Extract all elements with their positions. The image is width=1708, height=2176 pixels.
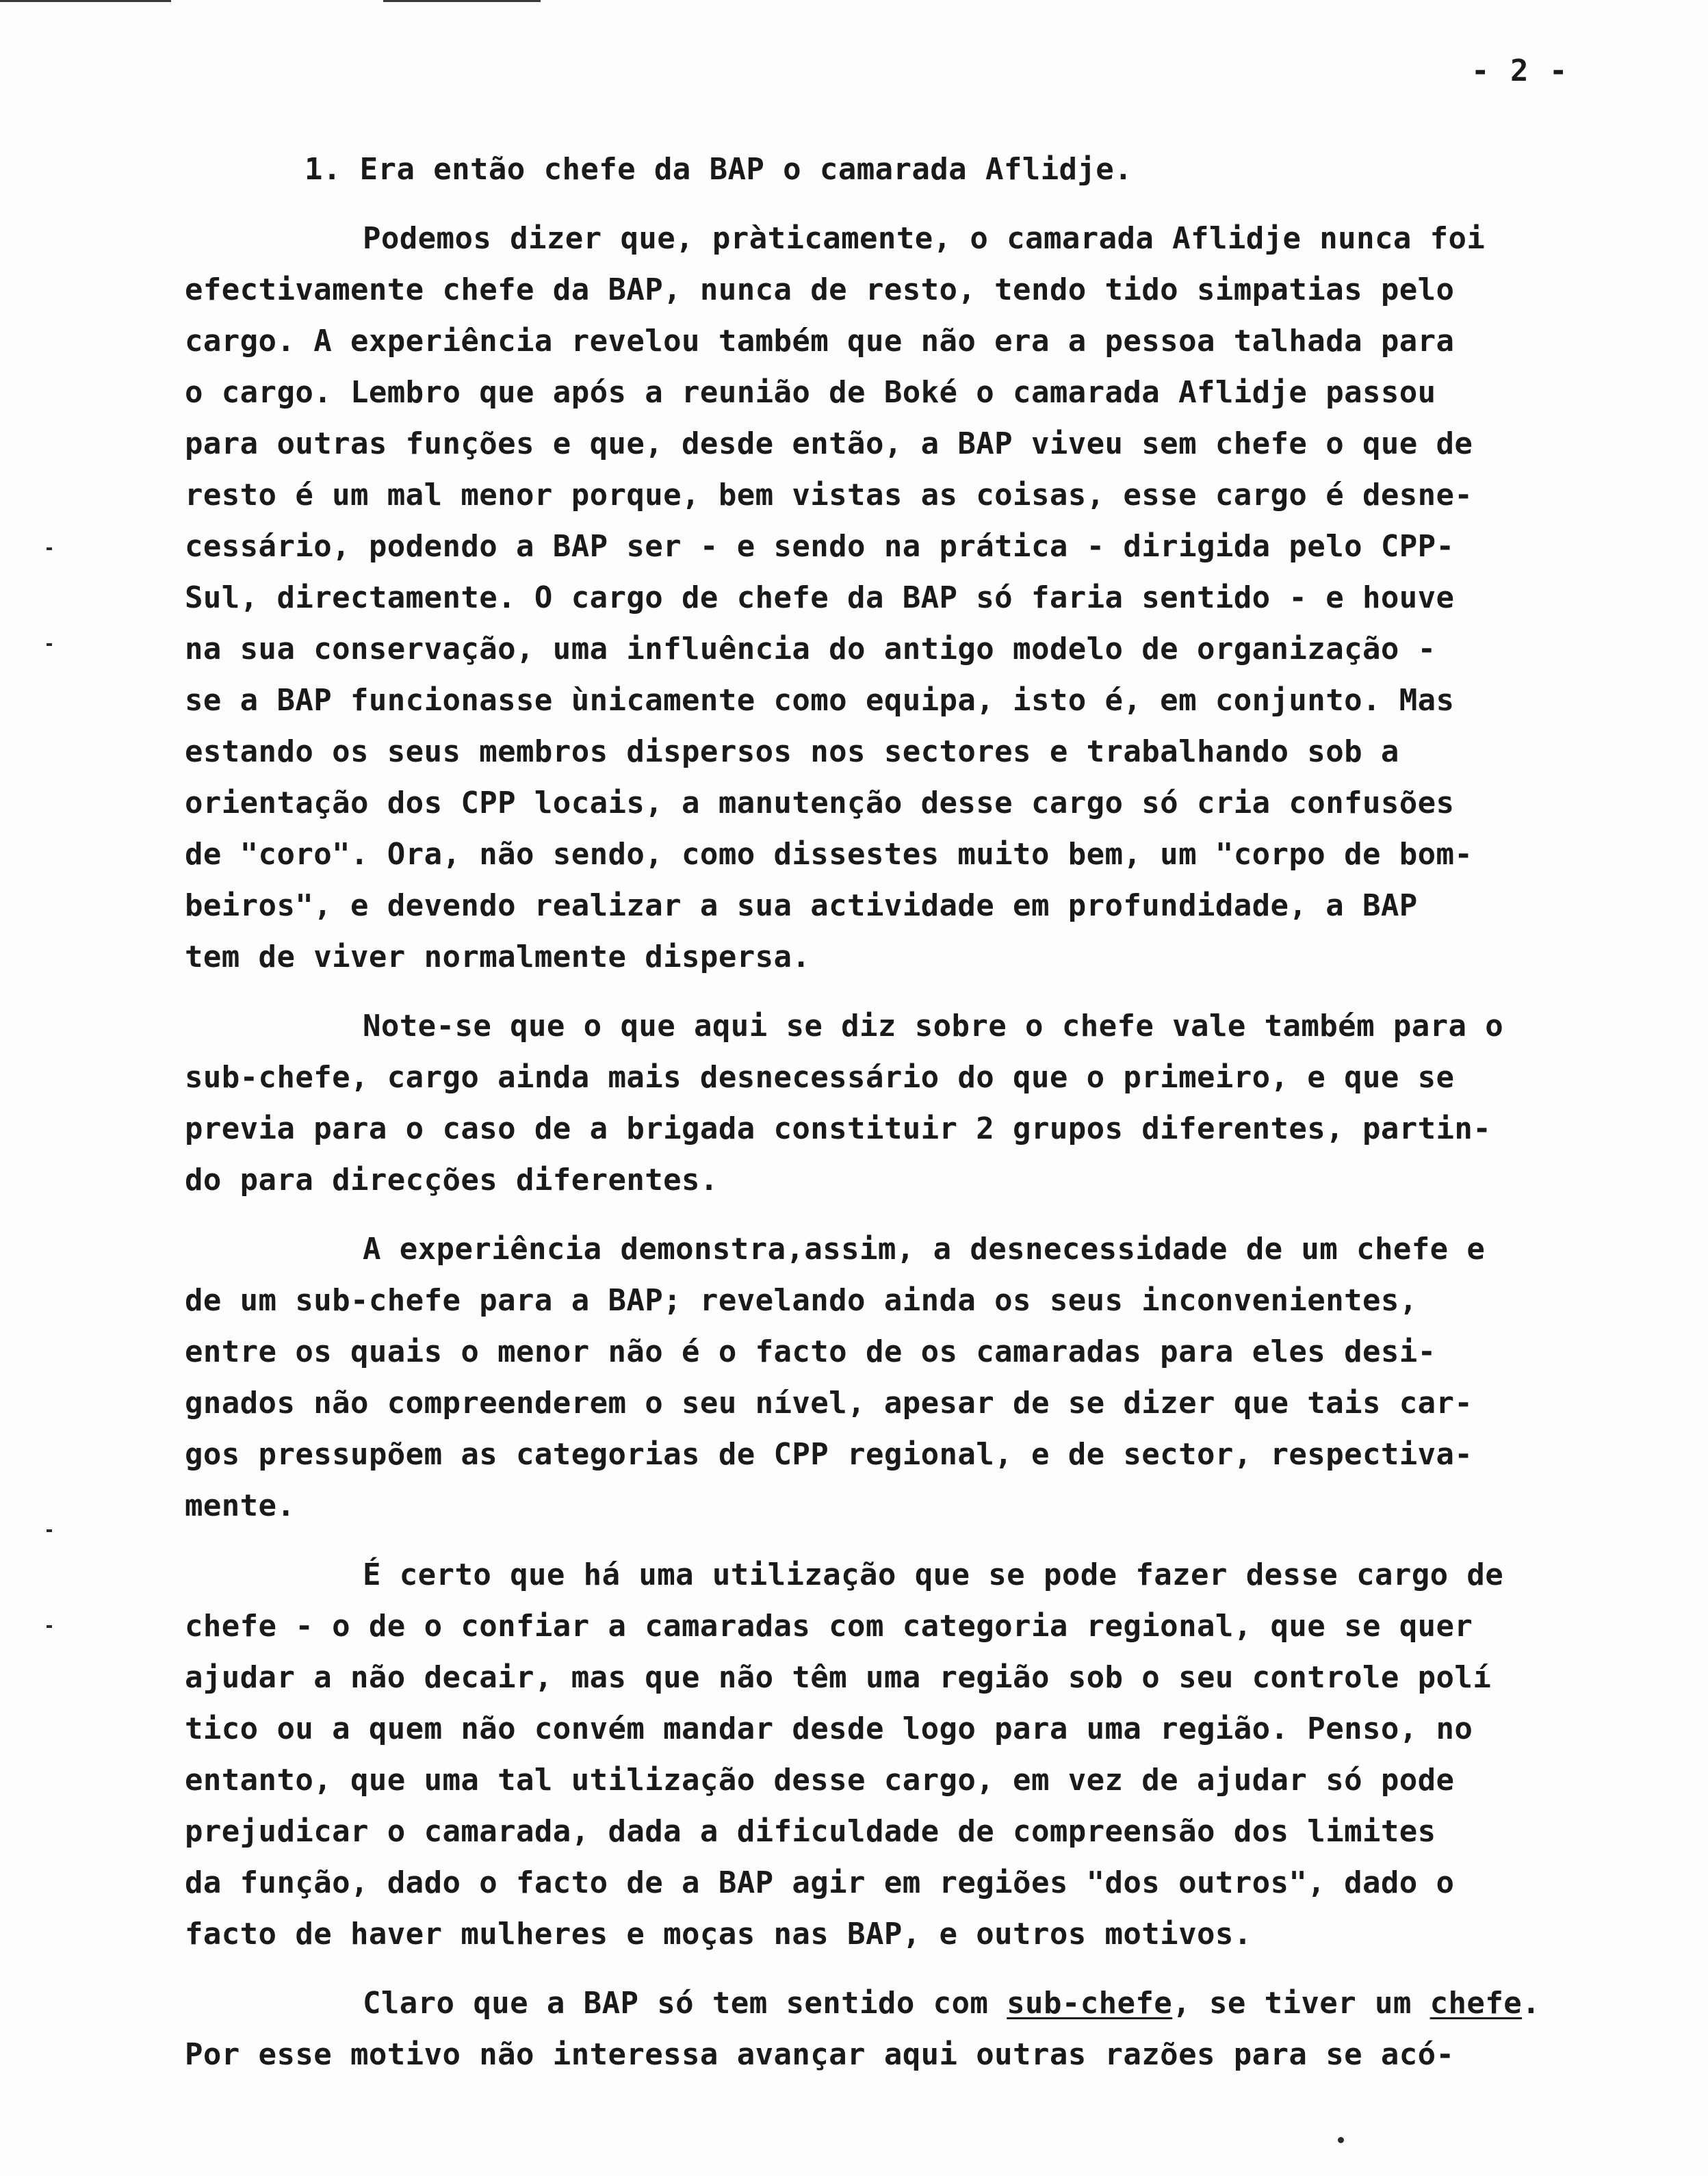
text-line: efectivamente chefe da BAP, nunca de resto, tendo tido simpatias pelo (185, 272, 1455, 307)
text-line: previa para o caso de a brigada constituir 2 grupos diferentes, partin- (185, 1111, 1492, 1146)
margin-mark (47, 643, 52, 646)
underlined-word: chefe (1429, 1986, 1523, 2021)
text-line: cessário, podendo a BAP ser - e sendo na prática - dirigida pelo CPP- (185, 529, 1455, 564)
margin-mark (47, 1625, 52, 1628)
text-line: ajudar a não decair, mas que não têm uma região sob o seu controle polí (185, 1660, 1492, 1695)
text-line: cargo. A experiência revelou também que não era a pessoa talhada para (185, 324, 1455, 359)
text-line: de um sub-chefe para a BAP; revelando ainda os seus inconvenientes, (185, 1283, 1418, 1318)
margin-mark (47, 1529, 52, 1532)
text-line: prejudicar o camarada, dada a dificuldade de compreensão dos limites (185, 1814, 1436, 1849)
text-line: chefe - o de o confiar a camaradas com categoria regional, que se quer (185, 1609, 1473, 1644)
text-segment: , se tiver um (1172, 1986, 1430, 2021)
margin-mark (47, 547, 52, 550)
scan-edge-line-center (383, 0, 541, 2)
scan-speck (1338, 2137, 1344, 2143)
text-line: facto de haver mulheres e moças nas BAP, e outros motivos. (185, 1917, 1252, 1952)
text-line: entre os quais o menor não é o facto de os camaradas para eles desi- (185, 1334, 1436, 1369)
text-line (185, 1978, 1663, 2029)
paragraph (185, 1000, 1663, 1206)
underlined-word: sub-chefe (1007, 1986, 1173, 2021)
text-line: de "coro". Ora, não sendo, como dissestes muito bem, um "corpo de bom- (185, 837, 1473, 872)
text-line: mente. (185, 1488, 296, 1523)
text-line: A experiência demonstra,assim, a desnecessidade de um chefe e (363, 1232, 1486, 1267)
text-line: resto é um mal menor porque, bem vistas as coisas, esse cargo é desne- (185, 478, 1473, 513)
text-line: para outras funções e que, desde então, a BAP viveu sem chefe o que de (185, 426, 1473, 461)
paragraph (185, 1978, 1663, 2080)
text-line: se a BAP funcionasse ùnicamente como equipa, isto é, em conjunto. Mas (185, 683, 1455, 718)
text-line: da função, dado o facto de a BAP agir em regiões "dos outros", dado o (185, 1865, 1455, 1900)
text-line: o cargo. Lembro que após a reunião de Boké o camarada Aflidje passou (185, 375, 1436, 410)
text-line: sub-chefe, cargo ainda mais desnecessário do que o primeiro, e que se (185, 1060, 1455, 1095)
text-line: orientação dos CPP locais, a manutenção desse cargo só cria confusões (185, 786, 1455, 820)
body-text (185, 144, 1663, 2098)
page-number: - 2 - (1471, 53, 1569, 88)
text-line: Sul, directamente. O cargo de chefe da BAP só faria sentido - e houve (185, 580, 1455, 615)
text-line: na sua conservação, uma influência do antigo modelo de organização - (185, 632, 1436, 666)
text-line: Podemos dizer que, pràticamente, o camarada Aflidje nunca foi (363, 221, 1486, 256)
text-line: 1. Era então chefe da BAP o camarada Aflidje. (305, 152, 1133, 187)
text-line: estando os seus membros dispersos nos sectores e trabalhando sob a (185, 734, 1399, 769)
paragraph (185, 1549, 1663, 1960)
paragraph (185, 213, 1663, 983)
text-line: Por esse motivo não interessa avançar aqui outras razões para se acó- (185, 2037, 1455, 2072)
text-line: gnados não compreenderem o seu nível, apesar de se dizer que tais car- (185, 1386, 1473, 1421)
text-line: do para direcções diferentes. (185, 1163, 719, 1197)
scan-edge-line-left (0, 0, 171, 2)
text-line: Note-se que o que aqui se diz sobre o chefe vale também para o (363, 1009, 1504, 1044)
text-segment: Claro que a BAP só tem sentido com (363, 1986, 1007, 2021)
paragraph (185, 144, 1663, 195)
text-line: tico ou a quem não convém mandar desde logo para uma região. Penso, no (185, 1711, 1473, 1746)
text-line: gos pressupõem as categorias de CPP regional, e de sector, respectiva- (185, 1437, 1473, 1472)
text-line: entanto, que uma tal utilização desse cargo, em vez de ajudar só pode (185, 1763, 1455, 1798)
text-line: tem de viver normalmente dispersa. (185, 940, 811, 974)
text-line: É certo que há uma utilização que se pode fazer desse cargo de (363, 1557, 1504, 1592)
text-segment: . (1522, 1986, 1540, 2021)
paragraph (185, 1223, 1663, 1531)
text-line: beiros", e devendo realizar a sua actividade em profundidade, a BAP (185, 888, 1418, 923)
